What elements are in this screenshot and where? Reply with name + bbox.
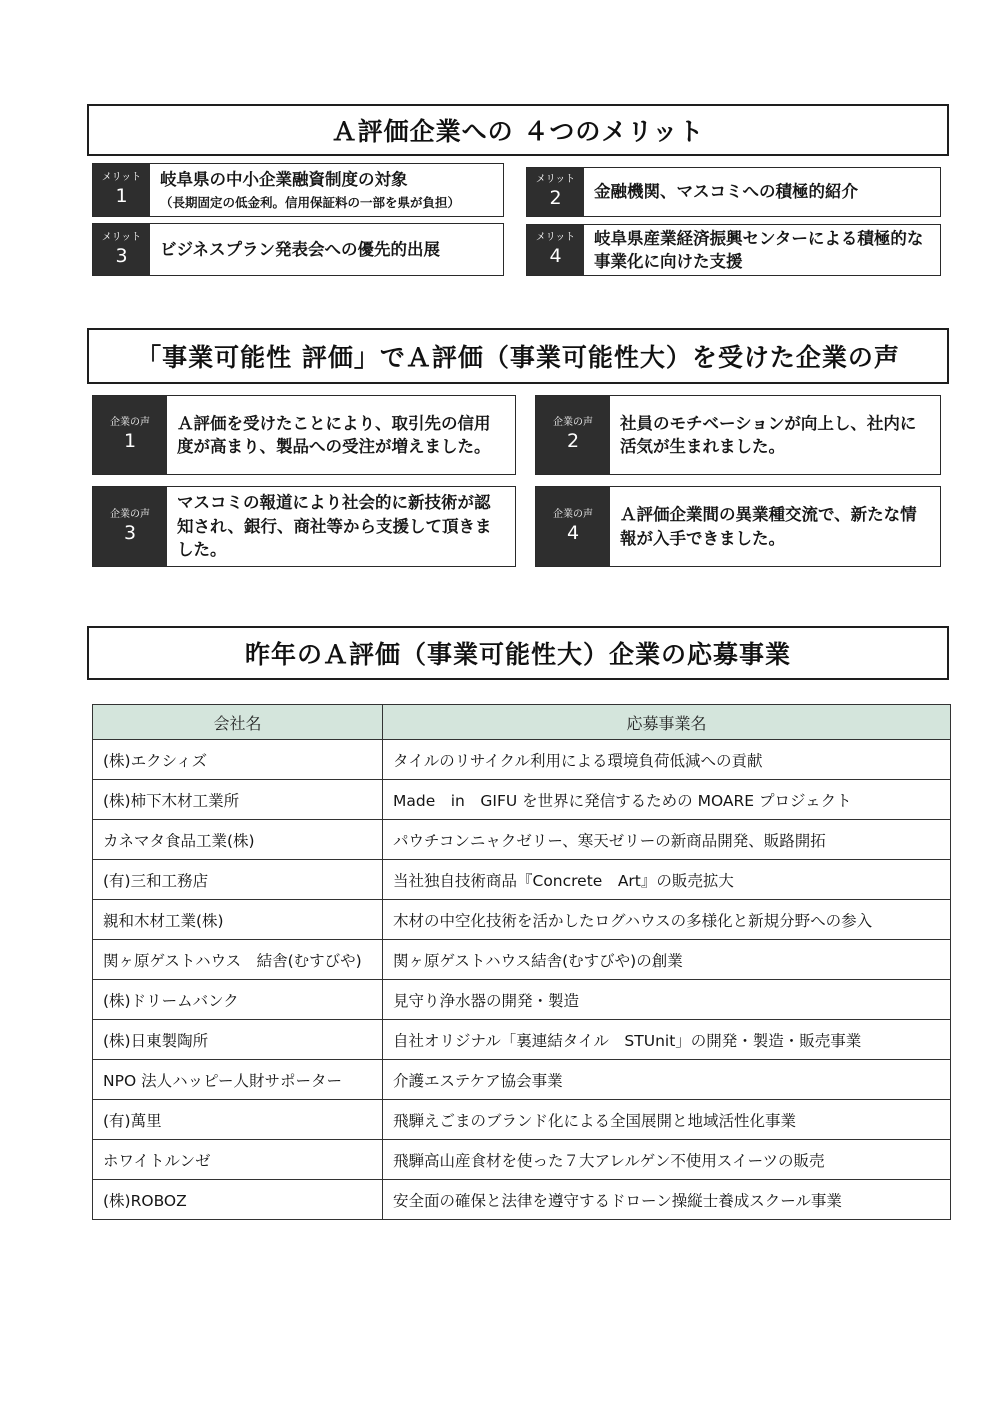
company-cell: (有)三和工務店 bbox=[93, 860, 383, 900]
merit-body-3 bbox=[150, 224, 503, 275]
merit-note: （長期固定の低金利。信用保証料の一部を県が負担） bbox=[160, 194, 461, 210]
project-cell: パウチコンニャクゼリー、寒天ゼリーの新商品開発、販路開拓 bbox=[383, 820, 951, 860]
merit-tag-label: メリット bbox=[101, 172, 142, 184]
table-row bbox=[93, 860, 951, 900]
voice-body-1 bbox=[167, 396, 515, 474]
voice-tag-number: 3 bbox=[123, 521, 137, 544]
project-cell: 当社独自技術商品『Concrete Art』の販売拡大 bbox=[383, 860, 951, 900]
merit-card-3 bbox=[92, 223, 504, 276]
table-row bbox=[93, 900, 951, 940]
voice-tag-1 bbox=[93, 396, 167, 474]
merits-title: Ａ評価企業への ４つのメリット bbox=[87, 104, 949, 156]
merit-card-2 bbox=[526, 167, 941, 217]
merit-tag-label: メリット bbox=[535, 174, 576, 186]
voice-tag-2 bbox=[536, 396, 610, 474]
voice-card-1 bbox=[92, 395, 516, 475]
merit-body-1 bbox=[150, 164, 503, 216]
company-cell: (株)日東製陶所 bbox=[93, 1020, 383, 1060]
voice-tag-4 bbox=[536, 487, 610, 566]
merit-tag-2 bbox=[527, 168, 584, 216]
voice-card-3 bbox=[92, 486, 516, 567]
project-cell: 関ヶ原ゲストハウス結舎(むすびや)の創業 bbox=[383, 940, 951, 980]
company-cell: 親和木材工業(株) bbox=[93, 900, 383, 940]
voice-body-2 bbox=[610, 396, 940, 474]
company-cell: カネマタ食品工業(株) bbox=[93, 820, 383, 860]
merit-body-4 bbox=[584, 225, 940, 275]
merit-card-4 bbox=[526, 224, 941, 276]
project-cell: 見守り浄水器の開発・製造 bbox=[383, 980, 951, 1020]
column-header-company: 会社名 bbox=[93, 705, 383, 740]
table-row bbox=[93, 1060, 951, 1100]
voice-tag-number: 1 bbox=[123, 430, 137, 453]
voices-title: 「事業可能性 評価」でＡ評価（事業可能性大）を受けた企業の声 bbox=[87, 328, 949, 384]
voice-text: マスコミの報道により社会的に新技術が認知され、銀行、商社等から支援して頂きました。 bbox=[177, 493, 492, 560]
table-row bbox=[93, 940, 951, 980]
table-row bbox=[93, 1140, 951, 1180]
company-cell: 関ヶ原ゲストハウス 結舎(むすびや) bbox=[93, 940, 383, 980]
project-cell: 安全面の確保と法律を遵守するドローン操縦士養成スクール事業 bbox=[383, 1180, 951, 1220]
table-header-row bbox=[93, 705, 951, 740]
applications-table bbox=[92, 704, 951, 1220]
merit-tag-number: 2 bbox=[549, 187, 562, 210]
merit-card-1 bbox=[92, 163, 504, 217]
voice-tag-label: 企業の声 bbox=[553, 508, 593, 520]
voice-tag-number: 2 bbox=[566, 430, 580, 453]
voice-tag-label: 企業の声 bbox=[553, 417, 593, 429]
company-cell: (株)柿下木材工業所 bbox=[93, 780, 383, 820]
company-cell: (有)萬里 bbox=[93, 1100, 383, 1140]
voice-tag-number: 4 bbox=[566, 521, 580, 544]
table-row bbox=[93, 1020, 951, 1060]
merit-tag-number: 4 bbox=[549, 245, 562, 268]
voice-card-2 bbox=[535, 395, 941, 475]
table-row bbox=[93, 980, 951, 1020]
project-cell: タイルのリサイクル利用による環境負荷低減への貢献 bbox=[383, 740, 951, 780]
merit-text: 金融機関、マスコミへの積極的紹介 bbox=[594, 182, 858, 202]
merit-text: ビジネスプラン発表会への優先的出展 bbox=[160, 239, 441, 259]
merit-tag-number: 3 bbox=[115, 244, 128, 267]
merit-text: 岐阜県産業経済振興センターによる積極的な事業化に向けた支援 bbox=[594, 228, 924, 271]
voice-text: 社員のモチベーションが向上し、社内に活気が生まれました。 bbox=[620, 413, 917, 456]
voice-body-3 bbox=[167, 487, 515, 566]
merit-body-2 bbox=[584, 168, 940, 216]
merit-tag-1 bbox=[93, 164, 150, 216]
table-row bbox=[93, 820, 951, 860]
voice-tag-3 bbox=[93, 487, 167, 566]
merit-tag-label: メリット bbox=[101, 231, 142, 243]
voice-text: Ａ評価を受けたことにより、取引先の信用度が高まり、製品への受注が増えました。 bbox=[177, 413, 491, 456]
table-row bbox=[93, 740, 951, 780]
merit-tag-3 bbox=[93, 224, 150, 275]
company-cell: (株)ドリームバンク bbox=[93, 980, 383, 1020]
merit-tag-4 bbox=[527, 225, 584, 275]
merit-text: 岐阜県の中小企業融資制度の対象 bbox=[160, 170, 408, 190]
merit-tag-number: 1 bbox=[115, 185, 128, 208]
company-cell: (株)エクシィズ bbox=[93, 740, 383, 780]
project-cell: Made in GIFU を世界に発信するための MOARE プロジェクト bbox=[383, 780, 951, 820]
table-row bbox=[93, 1100, 951, 1140]
project-cell: 木材の中空化技術を活かしたログハウスの多様化と新規分野への参入 bbox=[383, 900, 951, 940]
voice-text: Ａ評価企業間の異業種交流で、新たな情報が入手できました。 bbox=[620, 505, 917, 548]
voice-tag-label: 企業の声 bbox=[110, 508, 150, 520]
table-row bbox=[93, 780, 951, 820]
applications-title: 昨年のＡ評価（事業可能性大）企業の応募事業 bbox=[87, 626, 949, 680]
project-cell: 飛騨高山産食材を使った７大アレルゲン不使用スイーツの販売 bbox=[383, 1140, 951, 1180]
column-header-project: 応募事業名 bbox=[383, 705, 951, 740]
company-cell: NPO 法人ハッピー人財サポーター bbox=[93, 1060, 383, 1100]
project-cell: 介護エステケア協会事業 bbox=[383, 1060, 951, 1100]
voice-tag-label: 企業の声 bbox=[110, 417, 150, 429]
voice-card-4 bbox=[535, 486, 941, 567]
company-cell: (株)ROBOZ bbox=[93, 1180, 383, 1220]
project-cell: 自社オリジナル「裏連結タイル STUnit」の開発・製造・販売事業 bbox=[383, 1020, 951, 1060]
merit-tag-label: メリット bbox=[535, 232, 576, 244]
project-cell: 飛騨えごまのブランド化による全国展開と地域活性化事業 bbox=[383, 1100, 951, 1140]
company-cell: ホワイトルンゼ bbox=[93, 1140, 383, 1180]
voice-body-4 bbox=[610, 487, 940, 566]
table-row bbox=[93, 1180, 951, 1220]
